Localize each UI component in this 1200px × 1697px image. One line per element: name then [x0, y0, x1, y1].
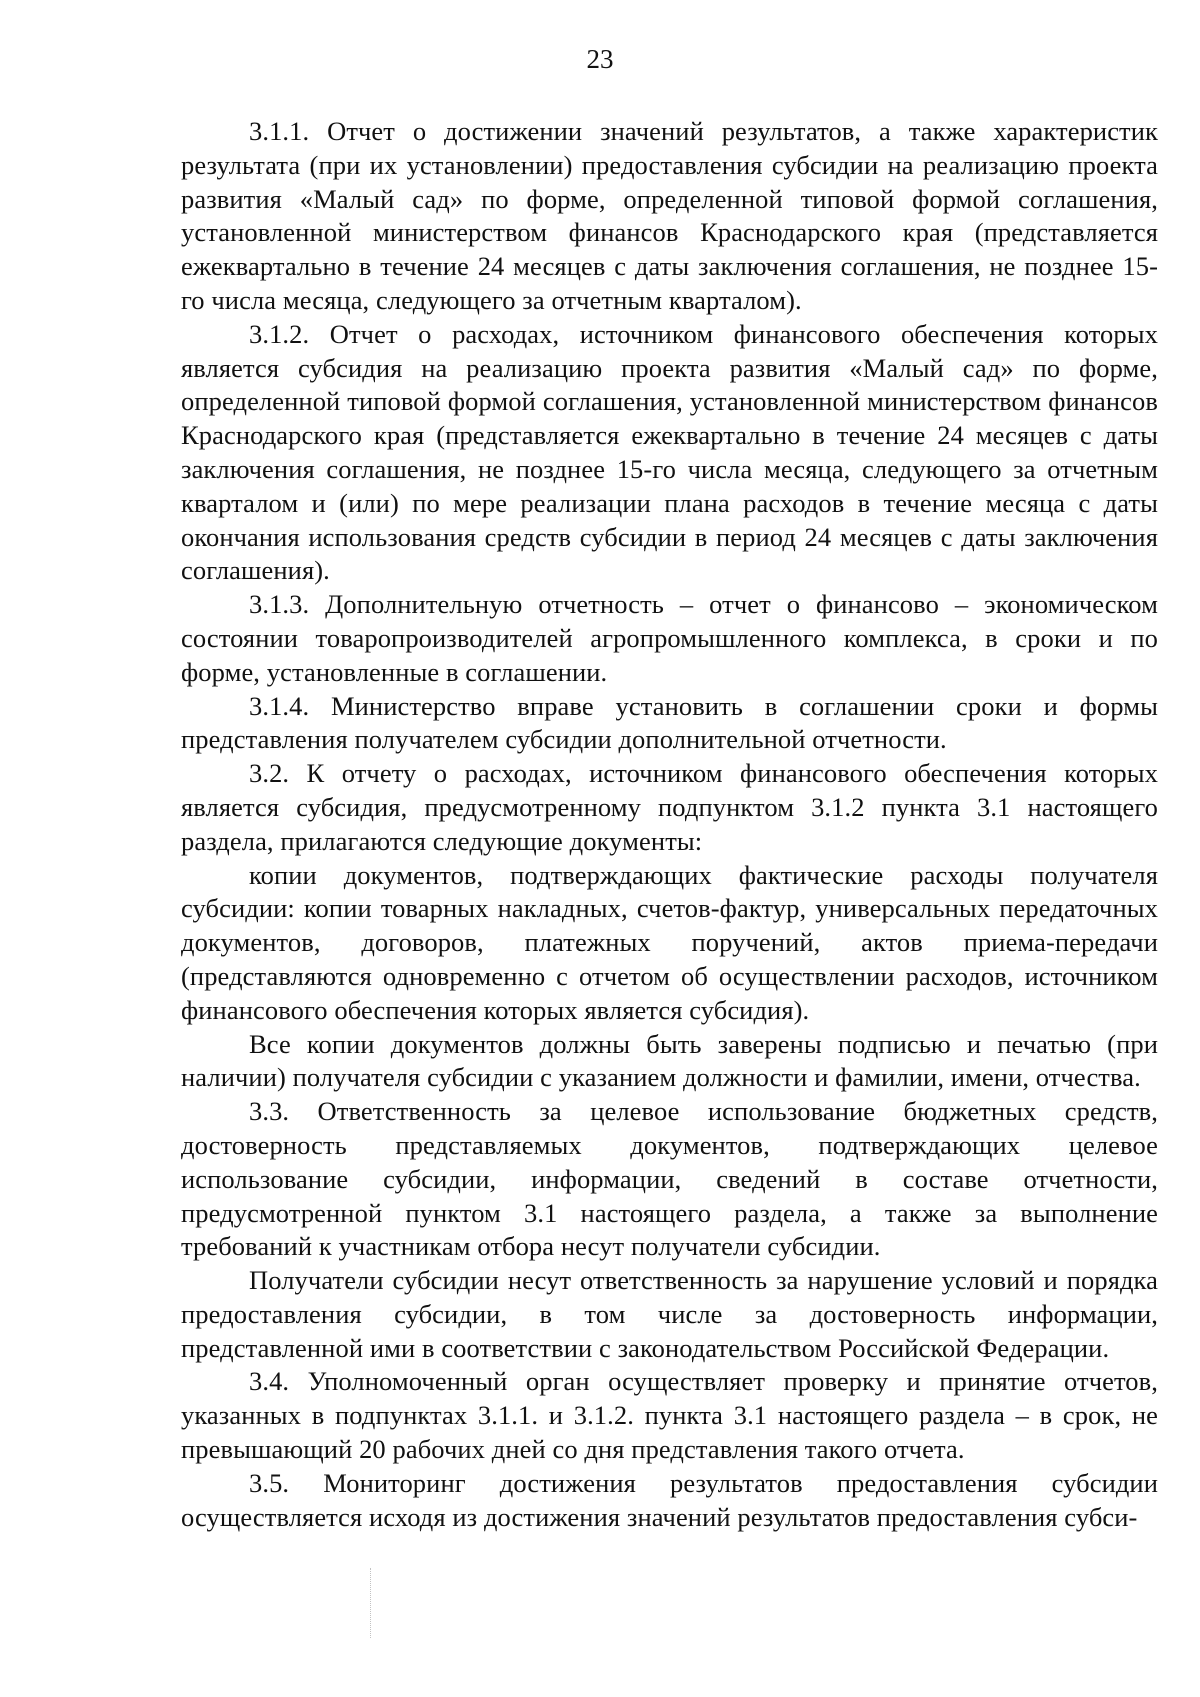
page-number: 23: [586, 44, 614, 74]
paragraph-3-5: 3.5. Мониторинг достижения результатов предоставления субсидии осуществляется исходя из достижения значений результатов предоставления субси-: [181, 1467, 1158, 1532]
paragraph-3-1-4: 3.1.4. Министерство вправе установить в соглашении сроки и формы представления получателем субсидии дополнительной отчетности.: [181, 690, 1158, 755]
document-body: [181, 115, 1158, 1534]
paragraph-3-4: 3.4. Уполномоченный орган осуществляет проверку и принятие отчетов, указанных в подпунктах 3.1.1. и 3.1.2. пункта 3.1 настоящего раздела – в срок, не превышающий 20 рабочих дней со дня представления такого отчета.: [181, 1366, 1158, 1465]
paragraph-3-1-3: 3.1.3. Дополнительную отчетность – отчет о финансово – экономическом состоянии товаропроизводителей агропромышленного комплекса, в сроки и по форме, установленные в соглашении.: [181, 589, 1158, 687]
paragraph-3-1-1: 3.1.1. Отчет о достижении значений результатов, а также характеристик результата (при их установлении) предоставления субсидии на реализацию проекта развития «Малый сад» по форме, определенной типовой формой соглашения, установленной министерством финансов Краснодарского края (представляется ежеквартально в течение 24 месяцев с даты заключения соглашения, не позднее 15-го числа месяца, следующего за отчетным кварталом).: [181, 116, 1158, 315]
paragraph-recipient-liability: Получатели субсидии несут ответственность за нарушение условий и порядка предоставления субсидии, в том числе за достоверность информации, представленной ими в соответствии с законодательством Российской Федерации.: [181, 1265, 1158, 1363]
paragraph-3-3: 3.3. Ответственность за целевое использование бюджетных средств, достоверность представляемых документов, подтверждающих целевое использование субсидии, информации, сведений в составе отчетности, предусмотренной пунктом 3.1 настоящего раздела, а также за выполнение требований к участникам отбора несут получатели субсидии.: [181, 1096, 1158, 1262]
paragraph-3-1-2: 3.1.2. Отчет о расходах, источником финансового обеспечения которых является субсидия на реализацию проекта развития «Малый сад» по форме, определенной типовой формой соглашения, установленной министерством финансов Краснодарского края (представляется ежеквартально в течение 24 месяцев с даты заключения соглашения, не позднее 15-го числа месяца, следующего за отчетным кварталом и (или) по мере реализации плана расходов в течение месяца с даты окончания использования средств субсидии в период 24 месяцев с даты заключения соглашения).: [181, 318, 1158, 586]
paragraph-document-copies: копии документов, подтверждающих фактические расходы получателя субсидии: копии товарных накладных, счетов-фактур, универсальных передаточных документов, договоров, платежных поручений, актов приема-передачи (представляются одновременно с отчетом об осуществлении расходов, источником финансового обеспечения которых является субсидия).: [181, 859, 1158, 1025]
scan-artifact: [370, 1568, 373, 1638]
paragraph-3-2: 3.2. К отчету о расходах, источником финансового обеспечения которых является субсидия, предусмотренному подпунктом 3.1.2 пункта 3.1 настоящего раздела, прилагаются следующие документы:: [181, 758, 1158, 856]
paragraph-copies-certification: Все копии документов должны быть заверены подписью и печатью (при наличии) получателя субсидии с указанием должности и фамилии, имени, отчества.: [181, 1028, 1158, 1093]
